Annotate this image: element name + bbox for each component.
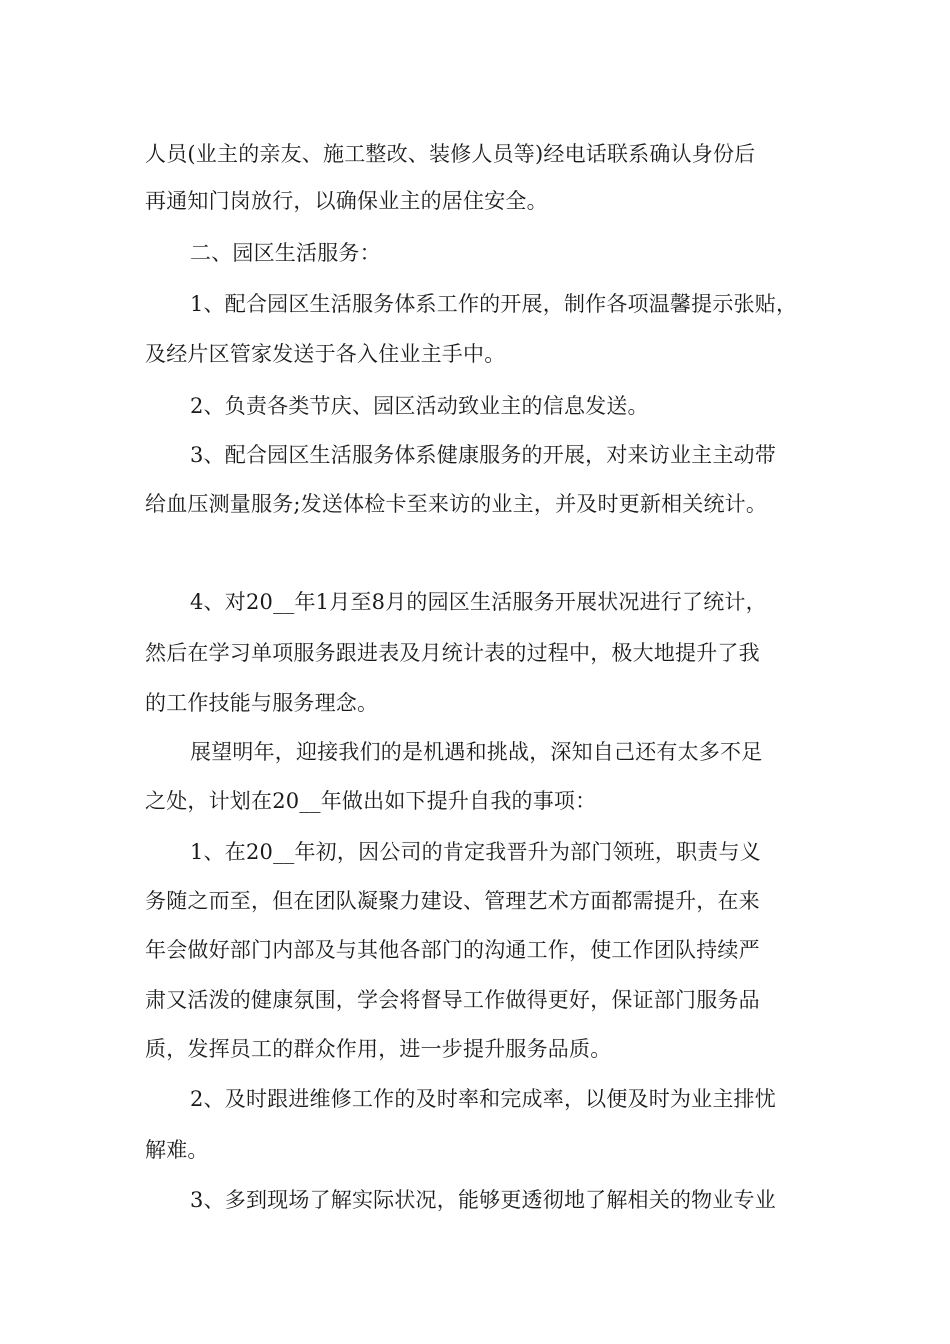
text-line: 给血压测量服务;发送体检卡至来访的业主，并及时更新相关统计。 bbox=[145, 492, 768, 516]
text-line: 质，发挥员工的群众作用，进一步提升服务品质。 bbox=[145, 1037, 612, 1061]
text-line: 的工作技能与服务理念。 bbox=[145, 691, 379, 715]
text-line: 解难。 bbox=[145, 1138, 209, 1162]
text-line: 2、负责各类节庆、园区活动致业主的信息发送。 bbox=[190, 394, 649, 418]
text-line: 肃又活泼的健康氛围，学会将督导工作做得更好，保证部门服务品 bbox=[145, 988, 760, 1012]
text-line: 及经片区管家发送于各入住业主手中。 bbox=[145, 342, 506, 366]
text-line: 3、配合园区生活服务体系健康服务的开展，对来访业主主动带 bbox=[190, 443, 776, 467]
text-line: 之处，计划在20__年做出如下提升自我的事项： bbox=[145, 789, 597, 813]
text-line: 人员(业主的亲友、施工整改、装修人员等)经电话联系确认身份后 bbox=[145, 142, 756, 166]
text-line: 1、在20__年初，因公司的肯定我晋升为部门领班，职责与义 bbox=[190, 840, 761, 864]
text-line: 务随之而至，但在团队凝聚力建设、管理艺术方面都需提升，在来 bbox=[145, 889, 760, 913]
text-line: 年会做好部门内部及与其他各部门的沟通工作，使工作团队持续严 bbox=[145, 938, 760, 962]
text-line: 3、多到现场了解实际状况，能够更透彻地了解相关的物业专业 bbox=[190, 1188, 776, 1212]
text-line: 展望明年，迎接我们的是机遇和挑战，深知自己还有太多不足 bbox=[190, 740, 763, 764]
text-line: 然后在学习单项服务跟进表及月统计表的过程中，极大地提升了我 bbox=[145, 641, 760, 665]
text-line: 2、及时跟进维修工作的及时率和完成率，以便及时为业主排忧 bbox=[190, 1087, 776, 1111]
text-line: 1、配合园区生活服务体系工作的开展，制作各项温馨提示张贴， bbox=[190, 292, 798, 316]
text-line: 4、对20__年1月至8月的园区生活服务开展状况进行了统计， bbox=[190, 590, 767, 614]
text-line: 再通知门岗放行，以确保业主的居住安全。 bbox=[145, 189, 548, 213]
section-heading: 二、园区生活服务： bbox=[190, 241, 381, 265]
